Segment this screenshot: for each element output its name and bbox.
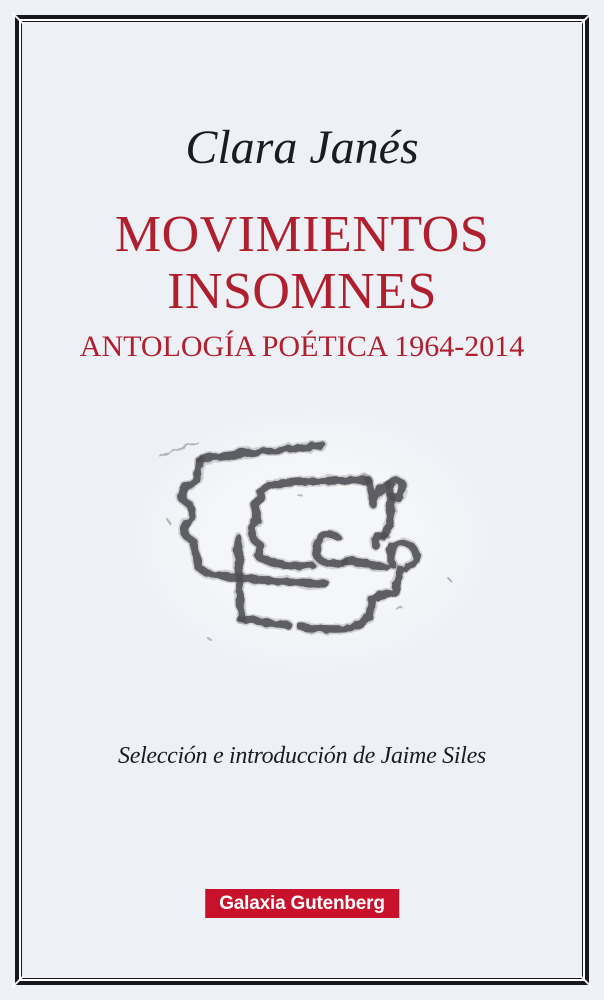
editor-credit: Selección e introducción de Jaime Siles [118, 743, 486, 769]
title-line-2: INSOMNES [167, 263, 437, 320]
cover-artwork [148, 420, 478, 665]
subtitle: ANTOLOGÍA POÉTICA 1964-2014 [79, 330, 525, 363]
book-title [0, 206, 604, 320]
abstract-sketch-artwork [148, 420, 478, 665]
publisher-logo: Galaxia Gutenberg [205, 889, 399, 918]
title-line-1: MOVIMIENTOS [114, 206, 490, 263]
author-name: Clara Janés [185, 121, 419, 174]
